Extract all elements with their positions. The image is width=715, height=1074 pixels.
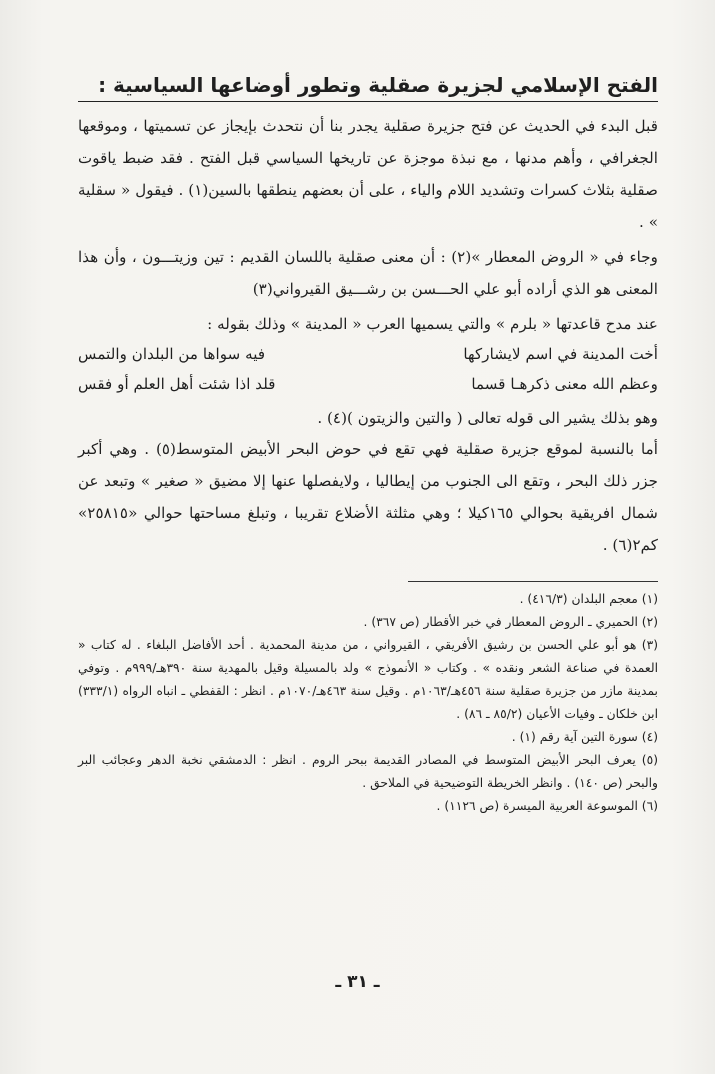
poem-hemistich-first: وعظم الله معنى ذكرهـا قسما bbox=[471, 375, 658, 393]
poem-verse bbox=[78, 339, 658, 369]
paragraph-naming: قبل البدء في الحديث عن فتح جزيرة صقلية يجدر بنا أن نتحدث بإيجاز عن تسميتها ، وموقعها الجغرافي ، وأهم مدنها ، مع نبذة موجزة عن تاريخها السياسي قبل الفتح . فقد ضبط ياقوت صقلية بثلاث كسرات وتشديد اللام والياء ، على أن بعضهم ينطقها بالسين(١) . فيقول « سقلية » . bbox=[78, 117, 658, 231]
paragraph-meaning: وجاء في « الروض المعطار »(٢) : أن معنى صقلية باللسان القديم : تين وزيتـــون ، وأن هذا المعنى هو الذي أراده أبو علي الحـــسن بن رشـــيق القيرواني(٣) bbox=[78, 248, 659, 298]
section-heading: الفتح الإسلامي لجزيرة صقلية وتطور أوضاعها السياسية : bbox=[78, 70, 658, 102]
paragraph-location: أما بالنسبة لموقع جزيرة صقلية فهي تقع في حوض البحر الأبيض المتوسط(٥) . وهي أكبر جزر ذلك البحر ، وتقع الى الجنوب من إيطاليا ، ولايفصلها عنها إلا مضيق « صغير » وتبعد عن شمال افريقية بحوالي ١٦٥كيلا ؛ وهي مثلثة الأضلاع تقريبا ، وتبلغ مساحتها حوالي «٢٥٨١٥» كم٢(٦) . bbox=[78, 440, 659, 554]
quran-reference: وهو بذلك يشير الى قوله تعالى ( والتين والزيتون )(٤) . bbox=[317, 409, 658, 427]
footnote: (٢) الحميري ـ الروض المعطار في خبر الأقطار (ص ٣٦٧) . bbox=[363, 615, 658, 629]
poem-verse bbox=[78, 369, 658, 399]
poem bbox=[78, 339, 658, 399]
page-number: ـ ٣١ ـ bbox=[335, 972, 380, 992]
footnotes bbox=[78, 588, 658, 818]
poem-intro: عند مدح قاعدتها « بلرم » والتي يسميها العرب « المدينة » وذلك بقوله : bbox=[207, 315, 658, 333]
footnote: (١) معجم البلدان (٤١٦/٣) . bbox=[519, 592, 658, 606]
page-content bbox=[78, 70, 658, 818]
poem-hemistich-first: أخت المدينة في اسم لايشاركها bbox=[463, 345, 658, 363]
footnote: (٥) يعرف البحر الأبيض المتوسط في المصادر القديمة ببحر الروم . انظر : الدمشقي نخبة الدهر وعجائب البر والبحر (ص ١٤٠) . وانظر الخريطة التوضيحية في الملاحق . bbox=[78, 753, 658, 790]
footnote: (٣) هو أبو علي الحسن بن رشيق الأفريقي ، القيرواني ، من مدينة المحمدية . أحد الأفاضل البلغاء . له كتاب « العمدة في صناعة الشعر ونقده » . وكتاب « الأنموذج » ولد بالمسيلة وقيل بالمهدية سنة ٣٩٠هـ/٩٩٩م . وتوفي بمدينة مازر من جزيرة صقلية سنة ٤٥٦هـ/١٠٦٣م . وقيل سنة ٤٦٣هـ/١٠٧٠م . انظر : القفطي ـ انباه الرواه (٣٣٣/١) ابن خلكان ـ وفيات الأعيان (٨٥/٢ ـ ٨٦) . bbox=[78, 638, 658, 721]
poem-hemistich-second: فيه سواها من البلدان والتمس bbox=[78, 345, 266, 363]
footnote: (٤) سورة التين آية رقم (١) . bbox=[511, 730, 658, 744]
poem-hemistich-second: قلد اذا شئت أهل العلم أو فقس bbox=[78, 375, 276, 393]
footnote: (٦) الموسوعة العربية الميسرة (ص ١١٢٦) . bbox=[436, 799, 658, 813]
footnote-divider bbox=[408, 581, 658, 582]
